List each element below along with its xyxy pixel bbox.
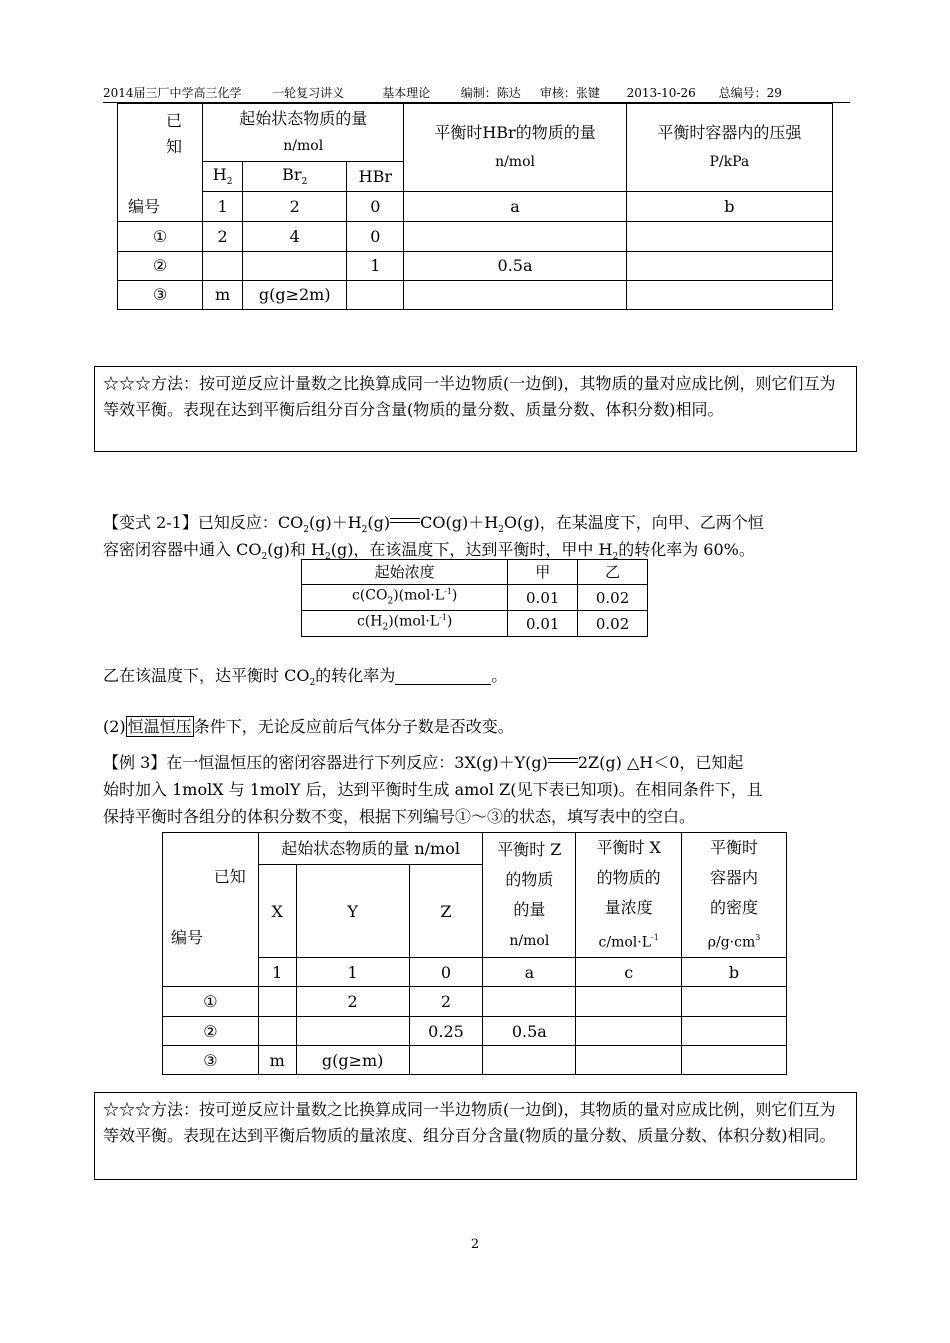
table-cell: 1 [258,958,296,987]
variant-line-1: 【变式 2-1】已知反应：$CO_2(g)+H_2(g)$ $CO(g)+H_2O(g)$，在某温度下，向甲、乙两个恒 [103,513,764,535]
table-row [302,585,648,611]
table-cell [258,1017,296,1046]
framed-condition: 恒温恒压 [127,717,192,736]
table-cell [576,1046,682,1075]
method-box-1 [94,366,857,452]
table2-initial-header: 起始状态物质的量 n/mol [258,833,483,865]
table2-corner-top: 已知 [163,833,259,958]
table-cell [409,1046,483,1075]
method-text-1: ☆☆☆方法：按可逆反应计量数之比换算成同一半边物质(一边倒)，其物质的量对应成比例，则它们互为等效平衡。表现在达到平衡后组分百分含量(物质的量分数、质量分数、体积分数)相同。 [103,374,836,419]
page-number: 2 [470,1237,480,1252]
table-cell: ① [118,222,203,252]
table-xyz-equilibrium [162,832,787,1075]
table2-col-z: Z [409,864,483,957]
table-cell: a [404,192,626,222]
table-cell: ③ [118,281,203,310]
table-cell: c [576,958,682,987]
table2-corner-bottom: 编号 [163,958,259,987]
table2-eq-z-header: 平衡时 Z 的物质 的量 n/mol [483,833,576,958]
table-cell [682,987,787,1017]
answer-blank[interactable] [395,666,491,685]
table-cell: $c(CO_2)(mol\cdot L^{-1})$ [302,585,508,611]
section-2-line: (2) 恒温恒压 条件下，无论反应前后气体分子数是否改变。 [103,717,514,736]
table-cell: ② [163,1017,259,1046]
header-topic: 基本理论 [382,86,431,100]
table1-initial-header: 起始状态物质的量 n/mol [203,104,404,162]
table1-col-h2: $H_2$ [203,162,243,192]
table-cell: 2 [296,987,409,1017]
table1-eq-hbr-header: 平衡时HBr的物质的量 n/mol [404,104,626,192]
table-cell [243,252,347,281]
table-row [118,192,833,222]
table-cell: 0.01 [508,611,578,637]
table1-pressure-header: 平衡时容器内的压强 P/kPa [626,104,832,192]
table-cell: 0 [347,222,404,252]
table2-eq-x-header: 平衡时 X 的物质的 量浓度 $c/mol\cdot L^{-1}$ [576,833,682,958]
table-cell [404,281,626,310]
table1-corner-top: 已 知 [118,104,203,192]
table2-1-head-yi: 乙 [578,560,648,585]
table2-col-y: Y [296,864,409,957]
table-initial-concentration [301,559,648,637]
table-cell: 0 [347,192,404,222]
table-cell: 0.01 [508,585,578,611]
header-reviewer: 审核：张键 [539,86,600,100]
header-series: 一轮复习讲义 [272,86,345,100]
table-cell [626,222,832,252]
table-cell: 0.5a [483,1017,576,1046]
table-cell [483,1046,576,1075]
table2-density-header: 平衡时 容器内 的密度 $\rho/g\cdot cm^3$ [682,833,787,958]
table-cell: 0.02 [578,611,648,637]
table-cell: 0 [409,958,483,987]
table-cell: 0.02 [578,585,648,611]
example3-line-1: 【例 3】在一恒温恒压的密闭容器进行下列反应：3X(g)＋Y(g) 2Z(g) △H＜0，已知起 [103,753,744,772]
header-date: 2013-10-26 [626,86,696,100]
method-box-2 [94,1092,857,1180]
table-cell: 1 [203,192,243,222]
table1-col-br2: $Br_2$ [243,162,347,192]
table-cell: ② [118,252,203,281]
table-cell [626,252,832,281]
table-cell: $c(H_2)(mol\cdot L^{-1})$ [302,611,508,637]
table-cell [576,1017,682,1046]
table1-corner-bottom: 编号 [118,192,203,222]
table-cell [404,222,626,252]
table-row [118,281,833,310]
table-cell: 0.25 [409,1017,483,1046]
table-cell: 4 [243,222,347,252]
table-cell [682,1046,787,1075]
table-cell [296,1017,409,1046]
table-row [302,611,648,637]
table1-col-hbr: HBr [347,162,404,192]
table-cell: b [682,958,787,987]
table-cell: b [626,192,832,222]
example3-line-2: 始时加入 1molX 与 1molY 后，达到平衡时生成 amol Z(见下表已知项)。在相同条件下，且 [103,780,763,799]
table-cell: g(g≥m) [296,1046,409,1075]
table-row [163,1046,787,1075]
reversible-arrow-icon [390,516,420,526]
table-cell: m [258,1046,296,1075]
table-cell: m [203,281,243,310]
table-row [163,958,787,987]
page-header [103,84,850,103]
table-cell: 2 [243,192,347,222]
table-cell: a [483,958,576,987]
table-cell [347,281,404,310]
method-text-2: ☆☆☆方法：按可逆反应计量数之比换算成同一半边物质(一边倒)，其物质的量对应成比例，则它们互为等效平衡。表现在达到平衡后物质的量浓度、组分百分含量(物质的量分数、质量分数、体积分数)相同。 [103,1100,836,1145]
table-cell: ③ [163,1046,259,1075]
header-editor: 编制：陈达 [460,86,521,100]
table-cell: g(g≥2m) [243,281,347,310]
table-cell [203,252,243,281]
header-school: 2014届三厂中学高三化学 [103,86,242,100]
reversible-arrow-icon [548,756,578,766]
table2-col-x: X [258,864,296,957]
table-row [163,1017,787,1046]
table-cell: 1 [296,958,409,987]
table-cell [483,987,576,1017]
header-serial: 总编号：29 [718,86,782,100]
example3-line-3: 保持平衡时各组分的体积分数不变，根据下列编号①～③的状态，填写表中的空白。 [103,807,696,826]
table-cell [258,987,296,1017]
table-cell: 2 [409,987,483,1017]
table-row [118,222,833,252]
table-cell: 1 [347,252,404,281]
variant-line-2: 容密闭容器中通入 $CO_2(g)$和 $H_2(g)$，在该温度下，达到平衡时，甲中 $H_2$的转化率为 60%。 [103,540,755,562]
table-cell [626,281,832,310]
table-row [163,987,787,1017]
table2-1-head-label: 起始浓度 [302,560,508,585]
table-cell [682,1017,787,1046]
table-row [118,252,833,281]
table2-1-head-jia: 甲 [508,560,578,585]
table-hbr-equilibrium [117,103,833,310]
table-cell: 2 [203,222,243,252]
table-cell: ① [163,987,259,1017]
table-cell: 0.5a [404,252,626,281]
table-cell [576,987,682,1017]
variant-question: 乙在该温度下，达平衡时 $CO_2$的转化率为 。 [103,666,508,688]
